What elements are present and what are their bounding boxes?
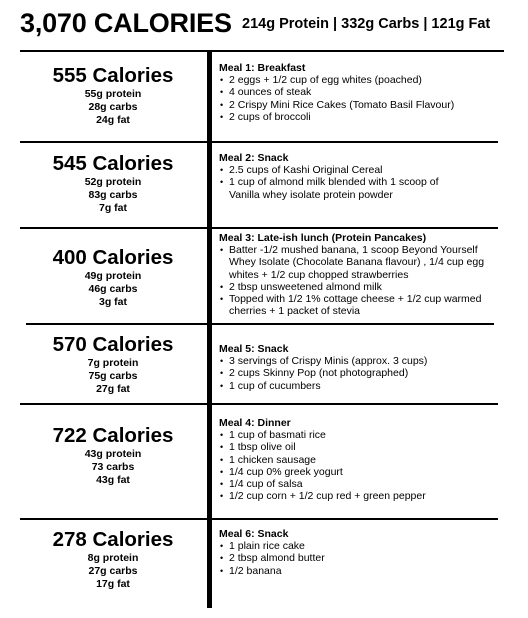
- meal-title: Meal 2: Snack: [219, 152, 289, 164]
- protein-value: 52g protein: [84, 176, 142, 188]
- carbs-value: 75g carbs: [88, 370, 138, 382]
- meal-title: Meal 1: Breakfast: [219, 62, 306, 74]
- row-divider: [20, 518, 498, 520]
- carbs-value: 28g carbs: [88, 101, 138, 113]
- meal-item: • 2.5 cups of Kashi Original Cereal: [219, 164, 464, 176]
- meal-item-list: [219, 355, 514, 392]
- meal-item: • 1 plain rice cake: [219, 540, 514, 552]
- meal-item: • 1 cup of cucumbers: [219, 380, 514, 392]
- meal-item-list: [219, 540, 514, 577]
- meal-summary-5: [20, 424, 206, 487]
- row-divider: [26, 323, 494, 325]
- meal-detail-1: [219, 62, 514, 123]
- meal-item: • Topped with 1/2 1% cottage cheese + 1/2 cup warmed cherries + 1 packet of stevia: [219, 293, 504, 317]
- protein-value: 55g protein: [84, 88, 142, 100]
- meal-detail-3: [219, 232, 504, 317]
- fat-value: 3g fat: [98, 296, 127, 308]
- carbs-value: 73 carbs: [91, 461, 135, 473]
- meal-summary-2: [20, 152, 206, 215]
- meal-summary-3: [20, 246, 206, 309]
- carbs-value: 83g carbs: [88, 189, 138, 201]
- protein-value: 7g protein: [87, 357, 139, 369]
- row-divider: [20, 141, 498, 143]
- meal-item: • 2 tbsp almond butter: [219, 552, 514, 564]
- meal-item: • 2 cups Skinny Pop (not photographed): [219, 367, 514, 379]
- calorie-total: 570 Calories: [52, 333, 174, 356]
- meal-item: • Batter -1/2 mushed banana, 1 scoop Beyond Yourself Whey Isolate (Chocolate Banana flavour) , 1/4 cup egg whites + 1/2 cup chopped strawberries: [219, 244, 504, 281]
- carbs-value: 27g carbs: [88, 565, 138, 577]
- page-title: 3,070 CALORIES: [20, 8, 232, 38]
- meal-item: • 1/2 cup corn + 1/2 cup red + green pepper: [219, 490, 514, 502]
- meal-item: • 1/4 cup of salsa: [219, 478, 514, 490]
- calorie-total: 555 Calories: [52, 64, 174, 87]
- fat-value: 24g fat: [96, 114, 130, 126]
- fat-value: 27g fat: [96, 383, 130, 395]
- meal-item-list: [219, 164, 464, 201]
- meal-title: Meal 5: Snack: [219, 343, 289, 355]
- meal-detail-4: [219, 343, 514, 392]
- meal-item: • 2 tbsp unsweetened almond milk: [219, 281, 504, 293]
- meal-summary-1: [20, 64, 206, 127]
- vertical-divider: [207, 50, 212, 608]
- carbs-value: 46g carbs: [88, 283, 138, 295]
- meal-title: Meal 4: Dinner: [219, 417, 291, 429]
- meal-summary-6: [20, 528, 206, 591]
- protein-value: 8g protein: [87, 552, 139, 564]
- meal-item: • 1/4 cup 0% greek yogurt: [219, 466, 514, 478]
- calorie-total: 722 Calories: [52, 424, 174, 447]
- fat-value: 17g fat: [96, 578, 130, 590]
- meal-title: Meal 6: Snack: [219, 528, 289, 540]
- protein-value: 43g protein: [84, 448, 142, 460]
- meal-item-list: [219, 74, 514, 123]
- fat-value: 43g fat: [96, 474, 130, 486]
- meal-detail-2: [219, 152, 464, 201]
- meal-item: • 1 cup of almond milk blended with 1 scoop of Vanilla whey isolate protein powder: [219, 176, 464, 200]
- meal-item: • 2 eggs + 1/2 cup of egg whites (poached): [219, 74, 514, 86]
- meal-item-list: [219, 244, 504, 317]
- calorie-total: 400 Calories: [52, 246, 174, 269]
- row-divider: [20, 227, 498, 229]
- meal-item: • 1 chicken sausage: [219, 454, 514, 466]
- protein-value: 49g protein: [84, 270, 142, 282]
- meal-item: • 3 servings of Crispy Minis (approx. 3 cups): [219, 355, 514, 367]
- meal-item: • 4 ounces of steak: [219, 86, 514, 98]
- row-divider: [20, 403, 498, 405]
- meal-detail-6: [219, 528, 514, 577]
- meal-detail-5: [219, 417, 514, 502]
- meal-item: • 2 cups of broccoli: [219, 111, 514, 123]
- calorie-total: 278 Calories: [52, 528, 174, 551]
- fat-value: 7g fat: [98, 202, 127, 214]
- calorie-total: 545 Calories: [52, 152, 174, 175]
- meal-item: • 2 Crispy Mini Rice Cakes (Tomato Basil Flavour): [219, 99, 514, 111]
- meal-item: • 1 tbsp olive oil: [219, 441, 514, 453]
- meal-title: Meal 3: Late-ish lunch (Protein Pancakes): [219, 232, 427, 244]
- meal-item-list: [219, 429, 514, 502]
- meal-summary-4: [20, 333, 206, 396]
- meal-item: • 1/2 banana: [219, 565, 514, 577]
- macro-summary: 214g Protein | 332g Carbs | 121g Fat: [242, 16, 491, 32]
- row-divider-top: [20, 50, 504, 52]
- meal-item: • 1 cup of basmati rice: [219, 429, 514, 441]
